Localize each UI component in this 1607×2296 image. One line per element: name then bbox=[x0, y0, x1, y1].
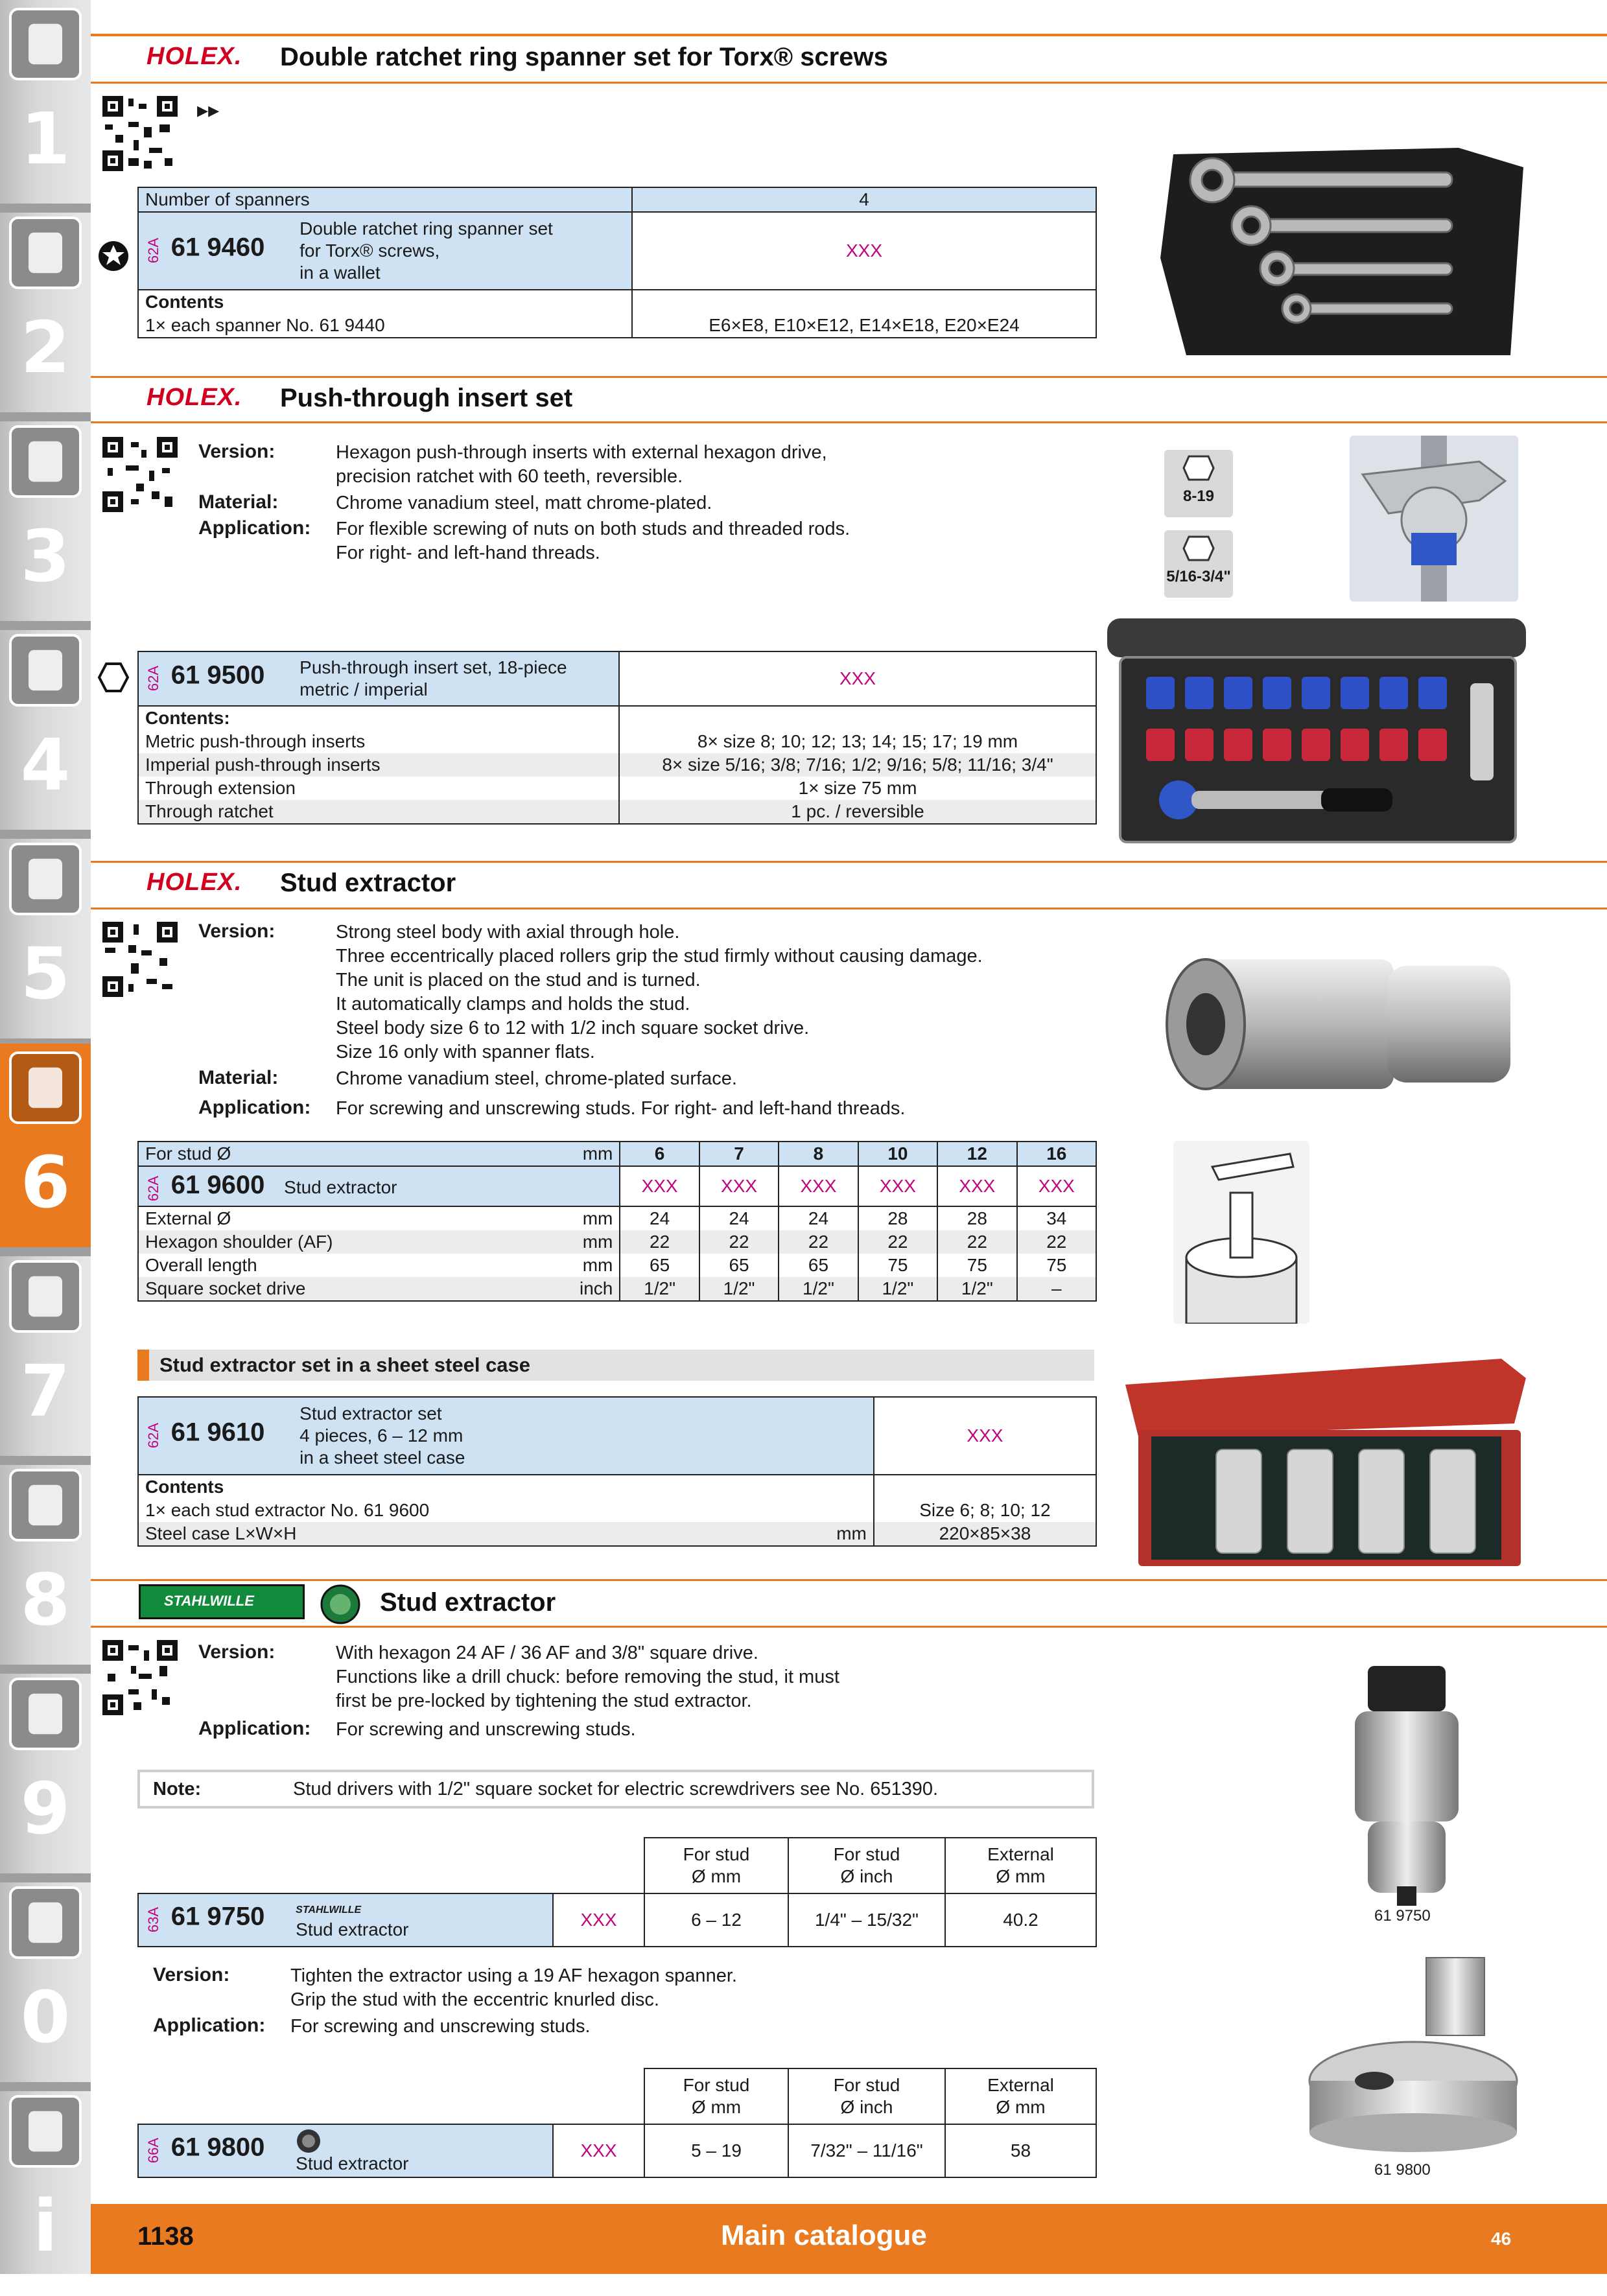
article-number[interactable]: 61 9460 bbox=[170, 233, 265, 262]
chapter-number: 4 bbox=[20, 723, 71, 806]
chapter-tab-i[interactable] bbox=[0, 2087, 91, 2296]
section-divider bbox=[91, 34, 1607, 36]
section-divider bbox=[91, 421, 1607, 423]
page-number: 1138 bbox=[137, 2222, 194, 2251]
column-header: For stud Ø inch bbox=[788, 2068, 945, 2124]
contents-row-label: Through extension bbox=[138, 777, 619, 800]
chapter-number: 7 bbox=[20, 1350, 71, 1433]
product-table-619800 bbox=[137, 2068, 1097, 2178]
group-code: 62A bbox=[145, 1176, 161, 1202]
workbench-icon bbox=[9, 1469, 82, 1541]
spanner-wallet-image bbox=[1160, 141, 1523, 362]
spec-label: Number of spanners bbox=[138, 187, 632, 212]
chapter-tab-8[interactable] bbox=[0, 1461, 91, 1670]
version-label: Version: bbox=[198, 920, 276, 942]
case-label: Steel case L×W×H bbox=[138, 1522, 719, 1546]
stud-extractor-case-image bbox=[1125, 1359, 1526, 1566]
subsection-heading: Stud extractor set in a sheet steel case bbox=[159, 1353, 531, 1376]
stud-inch-value: 7/32" – 11/16" bbox=[788, 2124, 945, 2177]
price: XXX bbox=[1017, 1166, 1096, 1206]
case-unit: mm bbox=[719, 1522, 873, 1546]
version-text: Strong steel body with axial through hole. Three eccentrically placed rollers grip the stud firmly without causing damage. The unit is placed on the stud and is turned. It automatically clamps and holds the stud. Steel body size 6 to 12 with 1/2 inch square socket drive. Size 16 only with spanner flats. bbox=[336, 922, 983, 1062]
version-text: Tighten the extractor using a 19 AF hexagon spanner. Grip the stud with the eccentric knurled disc. bbox=[290, 1965, 737, 2010]
chapter-number: 9 bbox=[20, 1767, 71, 1850]
contents-row-label: Through ratchet bbox=[138, 800, 619, 824]
size-cell: 12 bbox=[937, 1142, 1016, 1166]
application-label: Application: bbox=[198, 1718, 311, 1739]
contents-label: Contents: bbox=[138, 706, 619, 730]
chapter-tab-6[interactable] bbox=[0, 1044, 91, 1252]
contents-row-value: 8× size 5/16; 3/8; 7/16; 1/2; 9/16; 5/8; 11/16; 3/4" bbox=[619, 753, 1096, 777]
pliers-icon bbox=[9, 1260, 82, 1333]
torx-icon bbox=[97, 240, 130, 272]
contents-row-label: Metric push-through inserts bbox=[138, 730, 619, 753]
qr-code-icon[interactable] bbox=[102, 922, 178, 997]
chapter-number: 2 bbox=[20, 306, 71, 389]
version-label: Version: bbox=[198, 441, 276, 462]
section-divider bbox=[91, 861, 1607, 863]
grinding-disc-icon bbox=[9, 843, 82, 915]
chapter-tab-9[interactable] bbox=[0, 1670, 91, 1879]
article-description: Push-through insert set, 18-piece metric / imperial bbox=[299, 657, 567, 699]
contents-row-label: Imperial push-through inserts bbox=[138, 753, 619, 777]
hexagon-drive-icon bbox=[97, 661, 130, 694]
spec-row-unit: mm bbox=[573, 1206, 620, 1230]
note-box bbox=[137, 1770, 1094, 1809]
column-header: External Ø mm bbox=[945, 2068, 1096, 2124]
version-label: Version: bbox=[153, 1964, 230, 1986]
cabinet-icon bbox=[9, 1678, 82, 1750]
price: XXX bbox=[553, 2124, 644, 2177]
article-description: Stud extractor bbox=[296, 1919, 409, 1939]
article-description: Stud extractor bbox=[284, 1177, 397, 1198]
application-label: Application: bbox=[153, 2015, 266, 2036]
material-text: Chrome vanadium steel, chrome-plated surface. bbox=[336, 1068, 737, 1089]
qr-code-icon[interactable] bbox=[102, 437, 178, 512]
group-code: 62A bbox=[145, 1423, 161, 1449]
section-number: 46 bbox=[1491, 2229, 1512, 2249]
size-cell: 8 bbox=[779, 1142, 858, 1166]
stud-mm-value: 6 – 12 bbox=[644, 1893, 788, 1947]
spec-value: 4 bbox=[632, 187, 1096, 212]
spec-row-label: Square socket drive bbox=[138, 1277, 573, 1301]
chapter-number: 5 bbox=[20, 932, 71, 1015]
section-divider bbox=[91, 1626, 1607, 1628]
chapter-tab-3[interactable] bbox=[0, 417, 91, 626]
external-value: 58 bbox=[945, 2124, 1096, 2177]
stud-extractor-usage-image bbox=[1173, 1141, 1309, 1324]
chuck-icon bbox=[9, 425, 82, 498]
spanner-icon bbox=[9, 1051, 82, 1124]
product-table-619460 bbox=[137, 187, 1097, 338]
spec-row-label: Hexagon shoulder (AF) bbox=[138, 1230, 573, 1254]
contents-value: Size 6; 8; 10; 12 bbox=[874, 1499, 1096, 1522]
subsection-heading-bar bbox=[137, 1350, 1094, 1381]
group-code: 62A bbox=[145, 666, 161, 692]
spec-row-unit: inch bbox=[573, 1277, 620, 1301]
product-table-619610 bbox=[137, 1396, 1097, 1547]
section-divider bbox=[91, 1579, 1607, 1581]
stahlwille-emblem-icon bbox=[296, 2128, 322, 2154]
section-title: Push-through insert set bbox=[280, 384, 573, 412]
material-label: Material: bbox=[198, 491, 279, 513]
contents-row-value: 1× size 75 mm bbox=[619, 777, 1096, 800]
stahlwille-mini-logo: STAHLWILLE bbox=[296, 1904, 362, 1915]
spec-row-label: External Ø bbox=[138, 1206, 573, 1230]
chapter-number: 6 bbox=[20, 1141, 71, 1224]
ratchet-on-rod-image bbox=[1350, 436, 1518, 602]
stud-inch-value: 1/4" – 15/32" bbox=[788, 1893, 945, 1947]
chapter-number: i bbox=[33, 2185, 58, 2267]
article-description: Stud extractor set 4 pieces, 6 – 12 mm in a sheet steel case bbox=[299, 1403, 465, 1468]
chapter-number: 8 bbox=[20, 1558, 71, 1641]
article-description: Stud extractor bbox=[296, 2153, 409, 2173]
caliper-icon bbox=[9, 634, 82, 707]
article-number[interactable]: 61 9600 bbox=[170, 1171, 265, 1200]
chapter-tab-7[interactable] bbox=[0, 1252, 91, 1461]
hexagon-insert-icon bbox=[1182, 535, 1215, 561]
price: XXX bbox=[874, 1397, 1096, 1475]
spec-unit: mm bbox=[573, 1142, 620, 1166]
application-text: For screwing and unscrewing studs. bbox=[290, 2016, 591, 2037]
chapter-number: 0 bbox=[20, 1976, 71, 2059]
image-caption: 61 9750 bbox=[1374, 1907, 1431, 1925]
price: XXX bbox=[553, 1893, 644, 1947]
holex-logo: HOLEX. bbox=[147, 43, 242, 70]
size-cell: 10 bbox=[858, 1142, 937, 1166]
price: XXX bbox=[632, 212, 1096, 290]
price: XXX bbox=[699, 1166, 779, 1206]
column-header: For stud Ø inch bbox=[788, 1838, 945, 1893]
application-text: For screwing and unscrewing studs. For right- and left-hand threads. bbox=[336, 1098, 906, 1119]
material-label: Material: bbox=[198, 1067, 279, 1088]
chapter-tab-5[interactable] bbox=[0, 835, 91, 1044]
application-text: For flexible screwing of nuts on both studs and threaded rods. For right- and left-hand threads. bbox=[336, 519, 850, 563]
holex-logo: HOLEX. bbox=[147, 384, 242, 411]
more-info-icon[interactable]: ▸▸ bbox=[197, 98, 220, 123]
application-label: Application: bbox=[198, 1097, 311, 1118]
spec-row-unit: mm bbox=[573, 1254, 620, 1277]
drill-bit-icon bbox=[9, 8, 82, 80]
section-divider bbox=[91, 908, 1607, 909]
section-title: Double ratchet ring spanner set for Torx® screws bbox=[280, 43, 888, 71]
spec-label: For stud Ø bbox=[138, 1142, 573, 1166]
chapter-tab-2[interactable] bbox=[0, 209, 91, 417]
group-code: 66A bbox=[145, 2138, 161, 2164]
product-table-619750 bbox=[137, 1837, 1097, 1947]
price: XXX bbox=[620, 1166, 699, 1206]
note-label: Note: bbox=[153, 1779, 202, 1799]
article-number[interactable]: 61 9800 bbox=[170, 2133, 265, 2162]
size-cell: 6 bbox=[620, 1142, 699, 1166]
price: XXX bbox=[858, 1166, 937, 1206]
group-code: 63A bbox=[145, 1907, 161, 1933]
article-description: Double ratchet ring spanner set for Torx® screws, in a wallet bbox=[299, 218, 553, 283]
contents-row-value: 8× size 8; 10; 12; 13; 14; 15; 17; 19 mm bbox=[619, 730, 1096, 753]
section-title: Stud extractor bbox=[280, 869, 456, 897]
qr-code-icon[interactable] bbox=[102, 96, 178, 171]
application-text: For screwing and unscrewing studs. bbox=[336, 1719, 636, 1740]
hexagon-insert-icon bbox=[1182, 455, 1215, 481]
contents-label: Contents bbox=[138, 1475, 874, 1499]
holex-logo: HOLEX. bbox=[147, 869, 242, 896]
column-header: For stud Ø mm bbox=[644, 2068, 788, 2124]
price: XXX bbox=[937, 1166, 1016, 1206]
product-table-619600: For stud Ø mm 6 7 8 10 12 16 62A 61 9600 Stud extractor XXX XXX XXX XXX XXX XXX External Ø mm 24 24 24 28 28 34 Hexagon shoulder (AF) mm 22 22 22 22 22 22 Overall length mm 65 65 65 75 75 75 Square socket drive inch 1/2" 1/2" 1/2" 1/2" 1/2" – bbox=[137, 1141, 1097, 1302]
insert-badge-metric: 8-19 bbox=[1164, 450, 1233, 517]
chapter-tab-4[interactable] bbox=[0, 626, 91, 835]
chapter-number: 3 bbox=[20, 515, 71, 598]
section-divider bbox=[91, 82, 1607, 84]
size-cell: 16 bbox=[1017, 1142, 1096, 1166]
contents-value: E6×E8, E10×E12, E14×E18, E20×E24 bbox=[632, 314, 1096, 338]
size-cell: 7 bbox=[699, 1142, 779, 1166]
group-code: 62A bbox=[145, 238, 161, 264]
version-text: With hexagon 24 AF / 36 AF and 3/8" square drive. Functions like a drill chuck: before removing the stud, it must first be pre-locked by tightening the stud extractor. bbox=[336, 1643, 839, 1711]
stahlwille-emblem-icon bbox=[320, 1584, 360, 1624]
version-label: Version: bbox=[198, 1641, 276, 1663]
footer-bar bbox=[91, 2204, 1607, 2274]
chapter-tab-1[interactable] bbox=[0, 0, 91, 209]
note-text: Stud drivers with 1/2" square socket for electric screwdrivers see No. 651390. bbox=[293, 1779, 939, 1799]
price: XXX bbox=[779, 1166, 858, 1206]
product-table-619500 bbox=[137, 651, 1097, 825]
stud-extractor-image bbox=[1160, 946, 1523, 1102]
stud-extractor-619800-image bbox=[1303, 1951, 1523, 2159]
catalogue-label: Main catalogue bbox=[721, 2220, 927, 2251]
stahlwille-logo: STAHLWILLE bbox=[139, 1584, 305, 1619]
stud-mm-value: 5 – 19 bbox=[644, 2124, 788, 2177]
qr-code-icon[interactable] bbox=[102, 1640, 178, 1715]
column-header: For stud Ø mm bbox=[644, 1838, 788, 1893]
price: XXX bbox=[619, 651, 1096, 706]
contents-row-value: 1 pc. / reversible bbox=[619, 800, 1096, 824]
image-caption: 61 9800 bbox=[1374, 2161, 1431, 2179]
material-text: Chrome vanadium steel, matt chrome-plated. bbox=[336, 493, 712, 513]
column-header: External Ø mm bbox=[945, 1838, 1096, 1893]
insert-cutter-icon bbox=[9, 217, 82, 289]
chapter-tab-0[interactable] bbox=[0, 1879, 91, 2087]
application-label: Application: bbox=[198, 517, 311, 539]
article-number[interactable]: 61 9750 bbox=[170, 1902, 265, 1931]
external-value: 40.2 bbox=[945, 1893, 1096, 1947]
chapter-number: 1 bbox=[20, 97, 71, 180]
info-icon bbox=[9, 2095, 82, 2168]
version-text: Hexagon push-through inserts with external hexagon drive, precision ratchet with 60 teeth, reversible. bbox=[336, 442, 827, 487]
spec-row-unit: mm bbox=[573, 1230, 620, 1254]
section-title: Stud extractor bbox=[380, 1588, 556, 1617]
case-value: 220×85×38 bbox=[874, 1522, 1096, 1546]
contents-text: 1× each stud extractor No. 61 9600 bbox=[138, 1499, 874, 1522]
insert-set-case-image bbox=[1107, 612, 1526, 845]
contents-label: Contents bbox=[138, 290, 632, 314]
stud-extractor-619750-image bbox=[1348, 1666, 1465, 1906]
safety-icon bbox=[9, 1886, 82, 1959]
article-number[interactable]: 61 9500 bbox=[170, 661, 265, 690]
contents-text: 1× each spanner No. 61 9440 bbox=[138, 314, 632, 338]
insert-badge-imperial: 5/16-3/4" bbox=[1164, 530, 1233, 598]
spec-row-label: Overall length bbox=[138, 1254, 573, 1277]
section-divider bbox=[91, 376, 1607, 378]
article-number[interactable]: 61 9610 bbox=[170, 1418, 265, 1447]
